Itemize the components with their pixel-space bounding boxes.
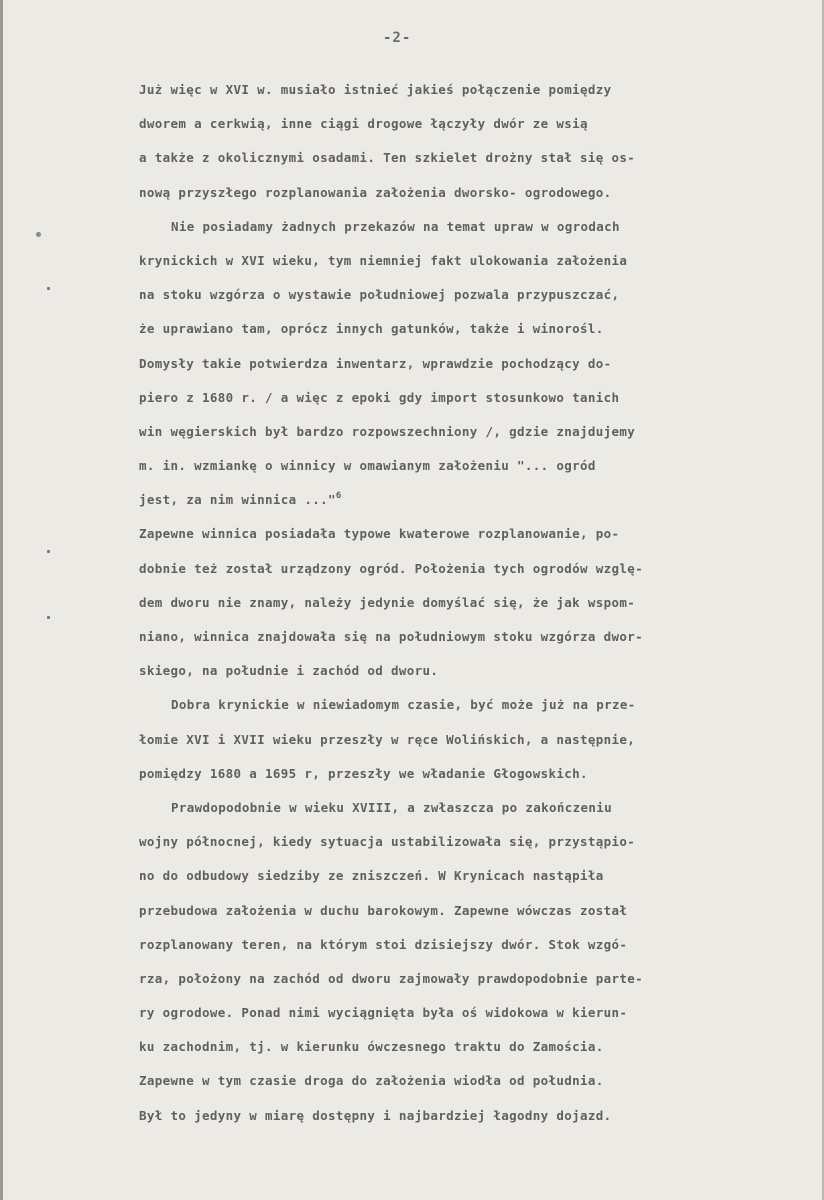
text-line: ry ogrodowe. Ponad nimi wyciągnięta była oś widokowa w kierun-: [139, 1005, 628, 1021]
text-line: Domysły takie potwierdza inwentarz, wprawdzie pochodzący do-: [139, 355, 612, 371]
text-line: Dobra krynickie w niewiadomym czasie, być może już na prze-: [171, 697, 636, 713]
margin-dot: [47, 550, 50, 553]
text-line: Już więc w XVI w. musiało istnieć jakieś połączenie pomiędzy: [139, 82, 612, 97]
text-line: ku zachodnim, tj. w kierunku ówczesnego traktu do Zamościa.: [139, 1039, 604, 1055]
text-line: Zapewne w tym czasie droga do założenia wiodła od południa.: [139, 1073, 604, 1089]
text-line: łomie XVI i XVII wieku przeszły w ręce Wolińskich, a następnie,: [139, 731, 636, 747]
text-line-content: jest, za nim winnica ...": [139, 492, 336, 508]
text-line: win węgierskich był bardzo rozpowszechniony /, gdzie znajdujemy: [139, 423, 636, 439]
text-line: Prawdopodobnie w wieku XVIII, a zwłaszcza po zakończeniu: [171, 799, 613, 815]
text-line: na stoku wzgórza o wystawie południowej pozwala przypuszczać,: [139, 287, 620, 303]
document-body: [139, 73, 789, 1133]
text-line: piero z 1680 r. / a więc z epoki gdy import stosunkowo tanich: [139, 389, 620, 405]
text-line: dobnie też został urządzony ogród. Położenia tych ogrodów wzglę-: [139, 560, 644, 576]
text-line: a także z okolicznymi osadami. Ten szkielet drożny stał się os-: [139, 150, 636, 166]
margin-dot: [47, 616, 50, 619]
text-line: Był to jedyny w miarę dostępny i najbardziej łagodny dojazd.: [139, 1107, 612, 1123]
text-line: przebudowa założenia w duchu barokowym. Zapewne wówczas został: [139, 902, 628, 918]
text-line: skiego, na południe i zachód od dworu.: [139, 663, 439, 679]
text-line: niano, winnica znajdowała się na południowym stoku wzgórza dwor-: [139, 629, 644, 644]
page-number: -2-: [383, 30, 412, 46]
text-line: rozplanowany teren, na którym stoi dzisiejszy dwór. Stok wzgó-: [139, 936, 628, 952]
page-left-edge: [0, 0, 3, 1200]
text-line: Zapewne winnica posiadała typowe kwaterowe rozplanowanie, po-: [139, 526, 620, 542]
text-line: pomiędzy 1680 a 1695 r, przeszły we władanie Głogowskich.: [139, 765, 588, 781]
text-line: krynickich w XVI wieku, tym niemniej fakt ulokowania założenia: [139, 252, 628, 268]
text-line: nową przyszłego rozplanowania założenia dworsko- ogrodowego.: [139, 184, 612, 200]
text-line: m. in. wzmiankę o winnicy w omawianym założeniu "... ogród: [139, 458, 596, 474]
text-line: że uprawiano tam, oprócz innych gatunków, także i winorośl.: [139, 321, 604, 337]
text-line: no do odbudowy siedziby ze zniszczeń. W Krynicach nastąpiła: [139, 868, 604, 884]
text-line: rza, położony na zachód od dworu zajmowały prawdopodobnie parte-: [139, 970, 644, 986]
text-line: [139, 483, 789, 517]
punch-hole-mark: [36, 232, 41, 237]
margin-dot: [47, 287, 50, 290]
footnote-reference: 6: [335, 491, 342, 502]
text-line: dem dworu nie znamy, należy jedynie domyślać się, że jak wspom-: [139, 594, 636, 610]
text-line: wojny północnej, kiedy sytuacja ustabilizowała się, przystąpio-: [139, 834, 636, 850]
text-line: Nie posiadamy żadnych przekazów na temat upraw w ogrodach: [171, 218, 620, 234]
text-line: dworem a cerkwią, inne ciągi drogowe łączyły dwór ze wsią: [139, 116, 588, 132]
